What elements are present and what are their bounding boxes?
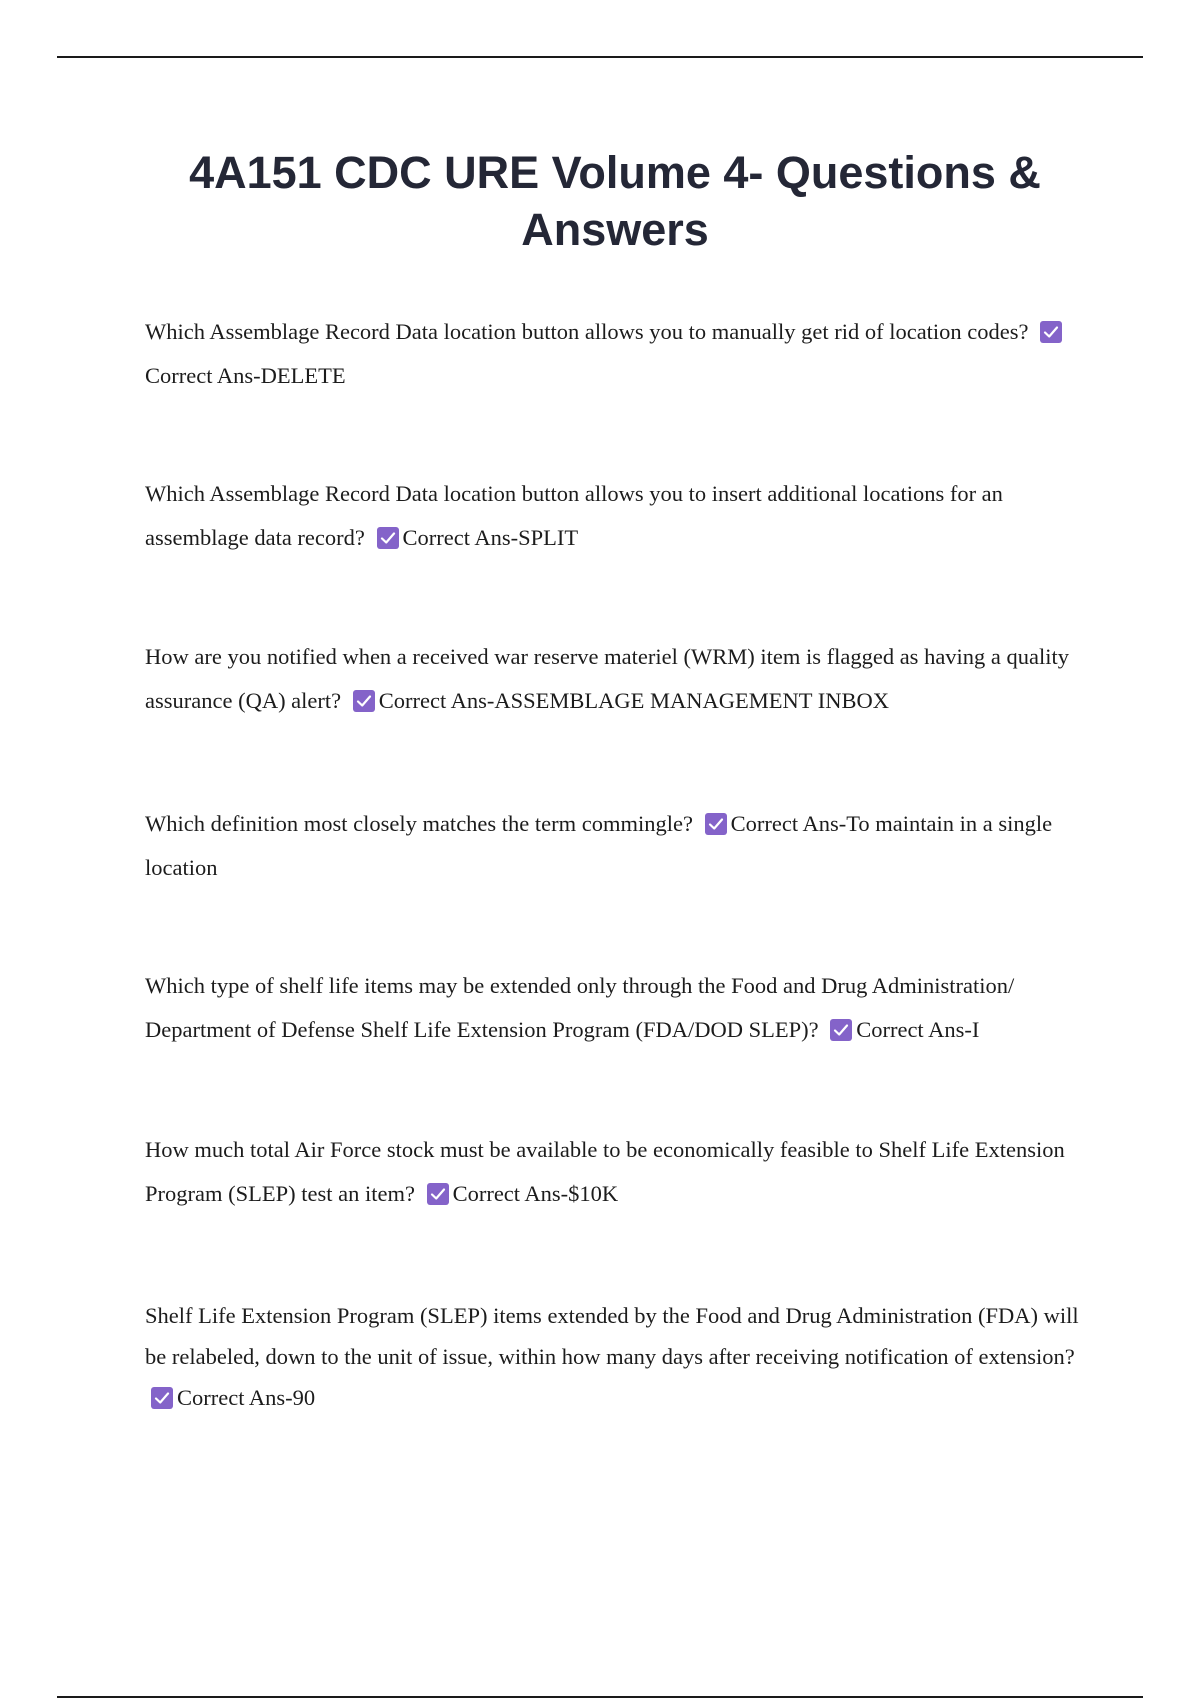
qa-item	[145, 802, 1085, 890]
qa-item	[145, 1128, 1085, 1216]
document-title: 4A151 CDC URE Volume 4- Questions & Answers	[189, 147, 1041, 255]
checkmark-box-icon	[1040, 321, 1062, 343]
answer-text: Correct Ans-SPLIT	[402, 525, 579, 550]
checkmark-box-icon	[353, 690, 375, 712]
question-text: Which Assemblage Record Data location button allows you to insert additional locations for an assemblage data record?	[145, 481, 1003, 550]
answer-text: Correct Ans-90	[177, 1385, 316, 1410]
question-text: Which definition most closely matches the term commingle?	[145, 811, 693, 836]
checkmark-box-icon	[151, 1387, 173, 1409]
question-text: Which type of shelf life items may be extended only through the Food and Drug Administration/ Department of Defense Shelf Life Extension Program (FDA/DOD SLEP)?	[145, 973, 1015, 1042]
footer-rule	[57, 1696, 1143, 1698]
qa-item	[145, 964, 1085, 1052]
answer-text: Correct Ans-ASSEMBLAGE MANAGEMENT INBOX	[378, 688, 889, 713]
checkmark-box-icon	[830, 1019, 852, 1041]
question-text: Shelf Life Extension Program (SLEP) items extended by the Food and Drug Administration (FDA) will be relabeled, down to the unit of issue, within how many days after receiving notification of extension?	[145, 1303, 1079, 1369]
qa-item	[145, 635, 1085, 723]
answer-text: Correct Ans-DELETE	[145, 363, 346, 388]
checkmark-box-icon	[705, 813, 727, 835]
qa-item	[145, 472, 1085, 560]
qa-item	[145, 310, 1085, 398]
question-text: How are you notified when a received war reserve materiel (WRM) item is flagged as having a quality assurance (QA) alert?	[145, 644, 1070, 713]
checkmark-box-icon	[377, 527, 399, 549]
question-text: Which Assemblage Record Data location button allows you to manually get rid of location codes?	[145, 319, 1029, 344]
answer-text: Correct Ans-I	[856, 1017, 980, 1042]
question-text: How much total Air Force stock must be available to be economically feasible to Shelf Life Extension Program (SLEP) test an item?	[145, 1137, 1065, 1206]
checkmark-box-icon	[427, 1183, 449, 1205]
answer-text: Correct Ans-$10K	[452, 1181, 619, 1206]
qa-item	[145, 1295, 1085, 1418]
answer-text: Correct Ans-To maintain in a single location	[145, 811, 1053, 880]
header-rule	[57, 56, 1143, 58]
